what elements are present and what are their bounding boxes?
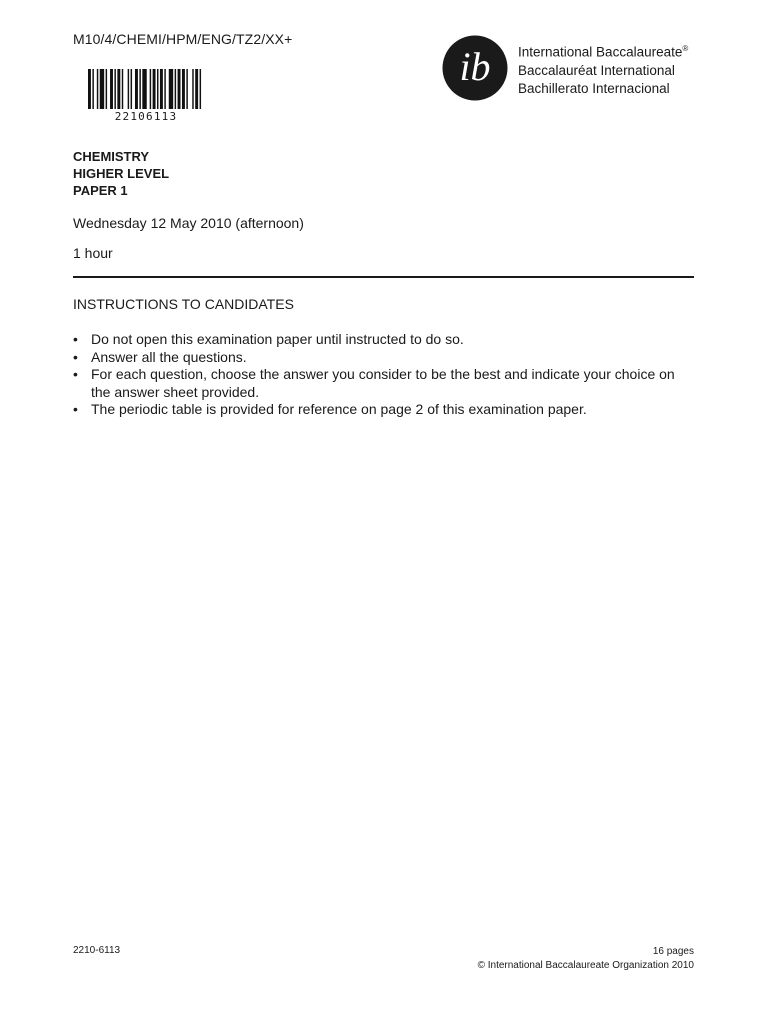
- instructions-list: [73, 331, 698, 419]
- subject-line: CHEMISTRY: [73, 149, 150, 164]
- barcode-number: 22106113: [114, 110, 178, 123]
- org-name-fr: Baccalauréat International: [518, 62, 675, 78]
- exam-subject: [73, 148, 169, 199]
- list-item: • Do not open this examination paper until instructed to do so.: [73, 331, 464, 347]
- instructions-heading: INSTRUCTIONS TO CANDIDATES: [73, 296, 294, 312]
- registered-mark: ®: [682, 44, 689, 53]
- org-name-en: International Baccalaureate®: [518, 44, 689, 60]
- list-item: • The periodic table is provided for reference on page 2 of this examination paper.: [73, 401, 587, 417]
- paper-line: PAPER 1: [73, 183, 128, 198]
- bullet-icon: •: [73, 331, 78, 347]
- barcode: [88, 69, 204, 109]
- ib-logo-icon: [441, 35, 509, 101]
- exam-code: M10/4/CHEMI/HPM/ENG/TZ2/XX+: [73, 31, 293, 47]
- list-item: • For each question, choose the answer you consider to be the best and indicate your choice on the answer sheet provided.: [73, 366, 675, 400]
- horizontal-rule: [73, 276, 694, 278]
- bullet-icon: •: [73, 401, 78, 417]
- footer-info: [478, 945, 694, 973]
- footer-code: 2210-6113: [73, 945, 121, 956]
- organization-names: [518, 40, 688, 98]
- list-item: • Answer all the questions.: [73, 348, 247, 365]
- bullet-icon: •: [73, 366, 78, 382]
- org-name-es: Bachillerato Internacional: [518, 80, 670, 96]
- exam-date: Wednesday 12 May 2010 (afternoon): [73, 215, 304, 231]
- page-count: 16 pages: [652, 946, 694, 957]
- logo-lettering: ib: [459, 44, 491, 89]
- copyright-notice: © International Baccalaureate Organization 2010: [477, 960, 694, 971]
- exam-duration: 1 hour: [73, 245, 113, 261]
- level-line: HIGHER LEVEL: [73, 166, 170, 181]
- bullet-icon: •: [73, 348, 78, 365]
